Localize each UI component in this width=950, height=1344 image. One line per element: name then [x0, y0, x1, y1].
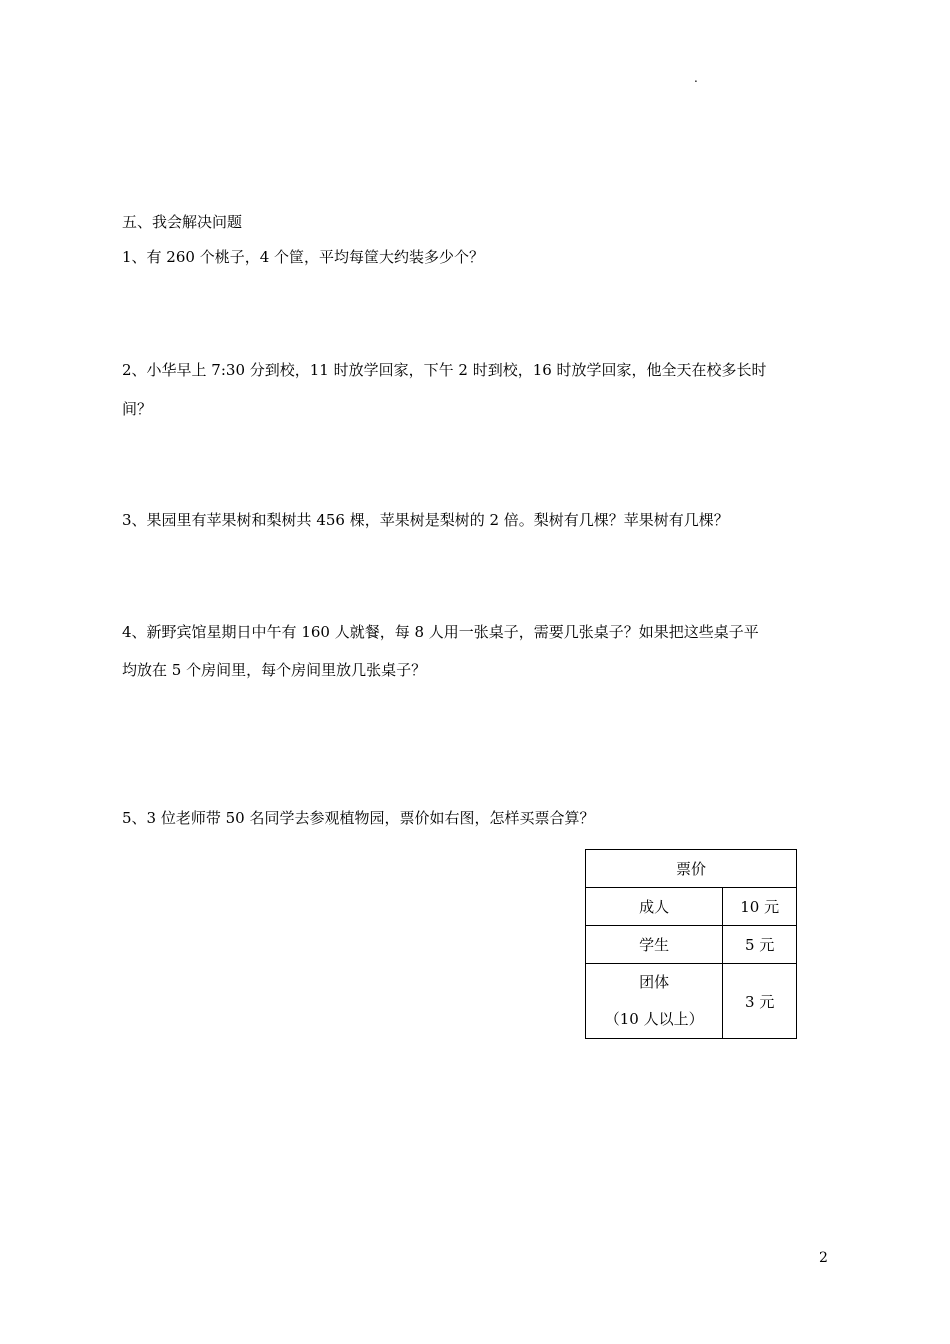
group-category-label: 团体: [639, 973, 670, 991]
category-cell: 学生: [586, 926, 723, 964]
question-1: 1、有 260 个桃子，4 个筐，平均每筐大约装多少个？: [122, 248, 485, 266]
group-category-cell: [586, 964, 723, 1039]
table-row: [586, 964, 797, 1039]
question-2-line-2: 间？: [122, 400, 153, 418]
table-row: [586, 888, 797, 926]
ticket-price-table: [585, 849, 797, 1039]
section-title: 五、我会解决问题: [122, 213, 243, 231]
question-3: 3、果园里有苹果树和梨树共 456 棵，苹果树是梨树的 2 倍。梨树有几棵？苹果树有几棵？: [122, 511, 729, 529]
price-cell: 5 元: [723, 926, 797, 964]
header-mark: .: [694, 71, 698, 85]
table-row: [586, 850, 797, 888]
category-cell: 成人: [586, 888, 723, 926]
table-row: [586, 926, 797, 964]
question-2-line-1: 2、小华早上 7:30 分到校，11 时放学回家，下午 2 时到校，16 时放学回家，他全天在校多长时: [122, 361, 767, 379]
price-cell: 10 元: [723, 888, 797, 926]
page-number: 2: [819, 1250, 828, 1266]
question-4-line-2: 均放在 5 个房间里，每个房间里放几张桌子？: [122, 661, 427, 679]
group-price-cell: 3 元: [723, 964, 797, 1039]
group-category-note: （10 人以上）: [604, 1010, 704, 1028]
table-title: 票价: [586, 850, 797, 888]
question-5: 5、3 位老师带 50 名同学去参观植物园，票价如右图，怎样买票合算？: [122, 809, 595, 827]
question-4-line-1: 4、新野宾馆星期日中午有 160 人就餐，每 8 人用一张桌子，需要几张桌子？如果把这些桌子平: [122, 623, 759, 641]
